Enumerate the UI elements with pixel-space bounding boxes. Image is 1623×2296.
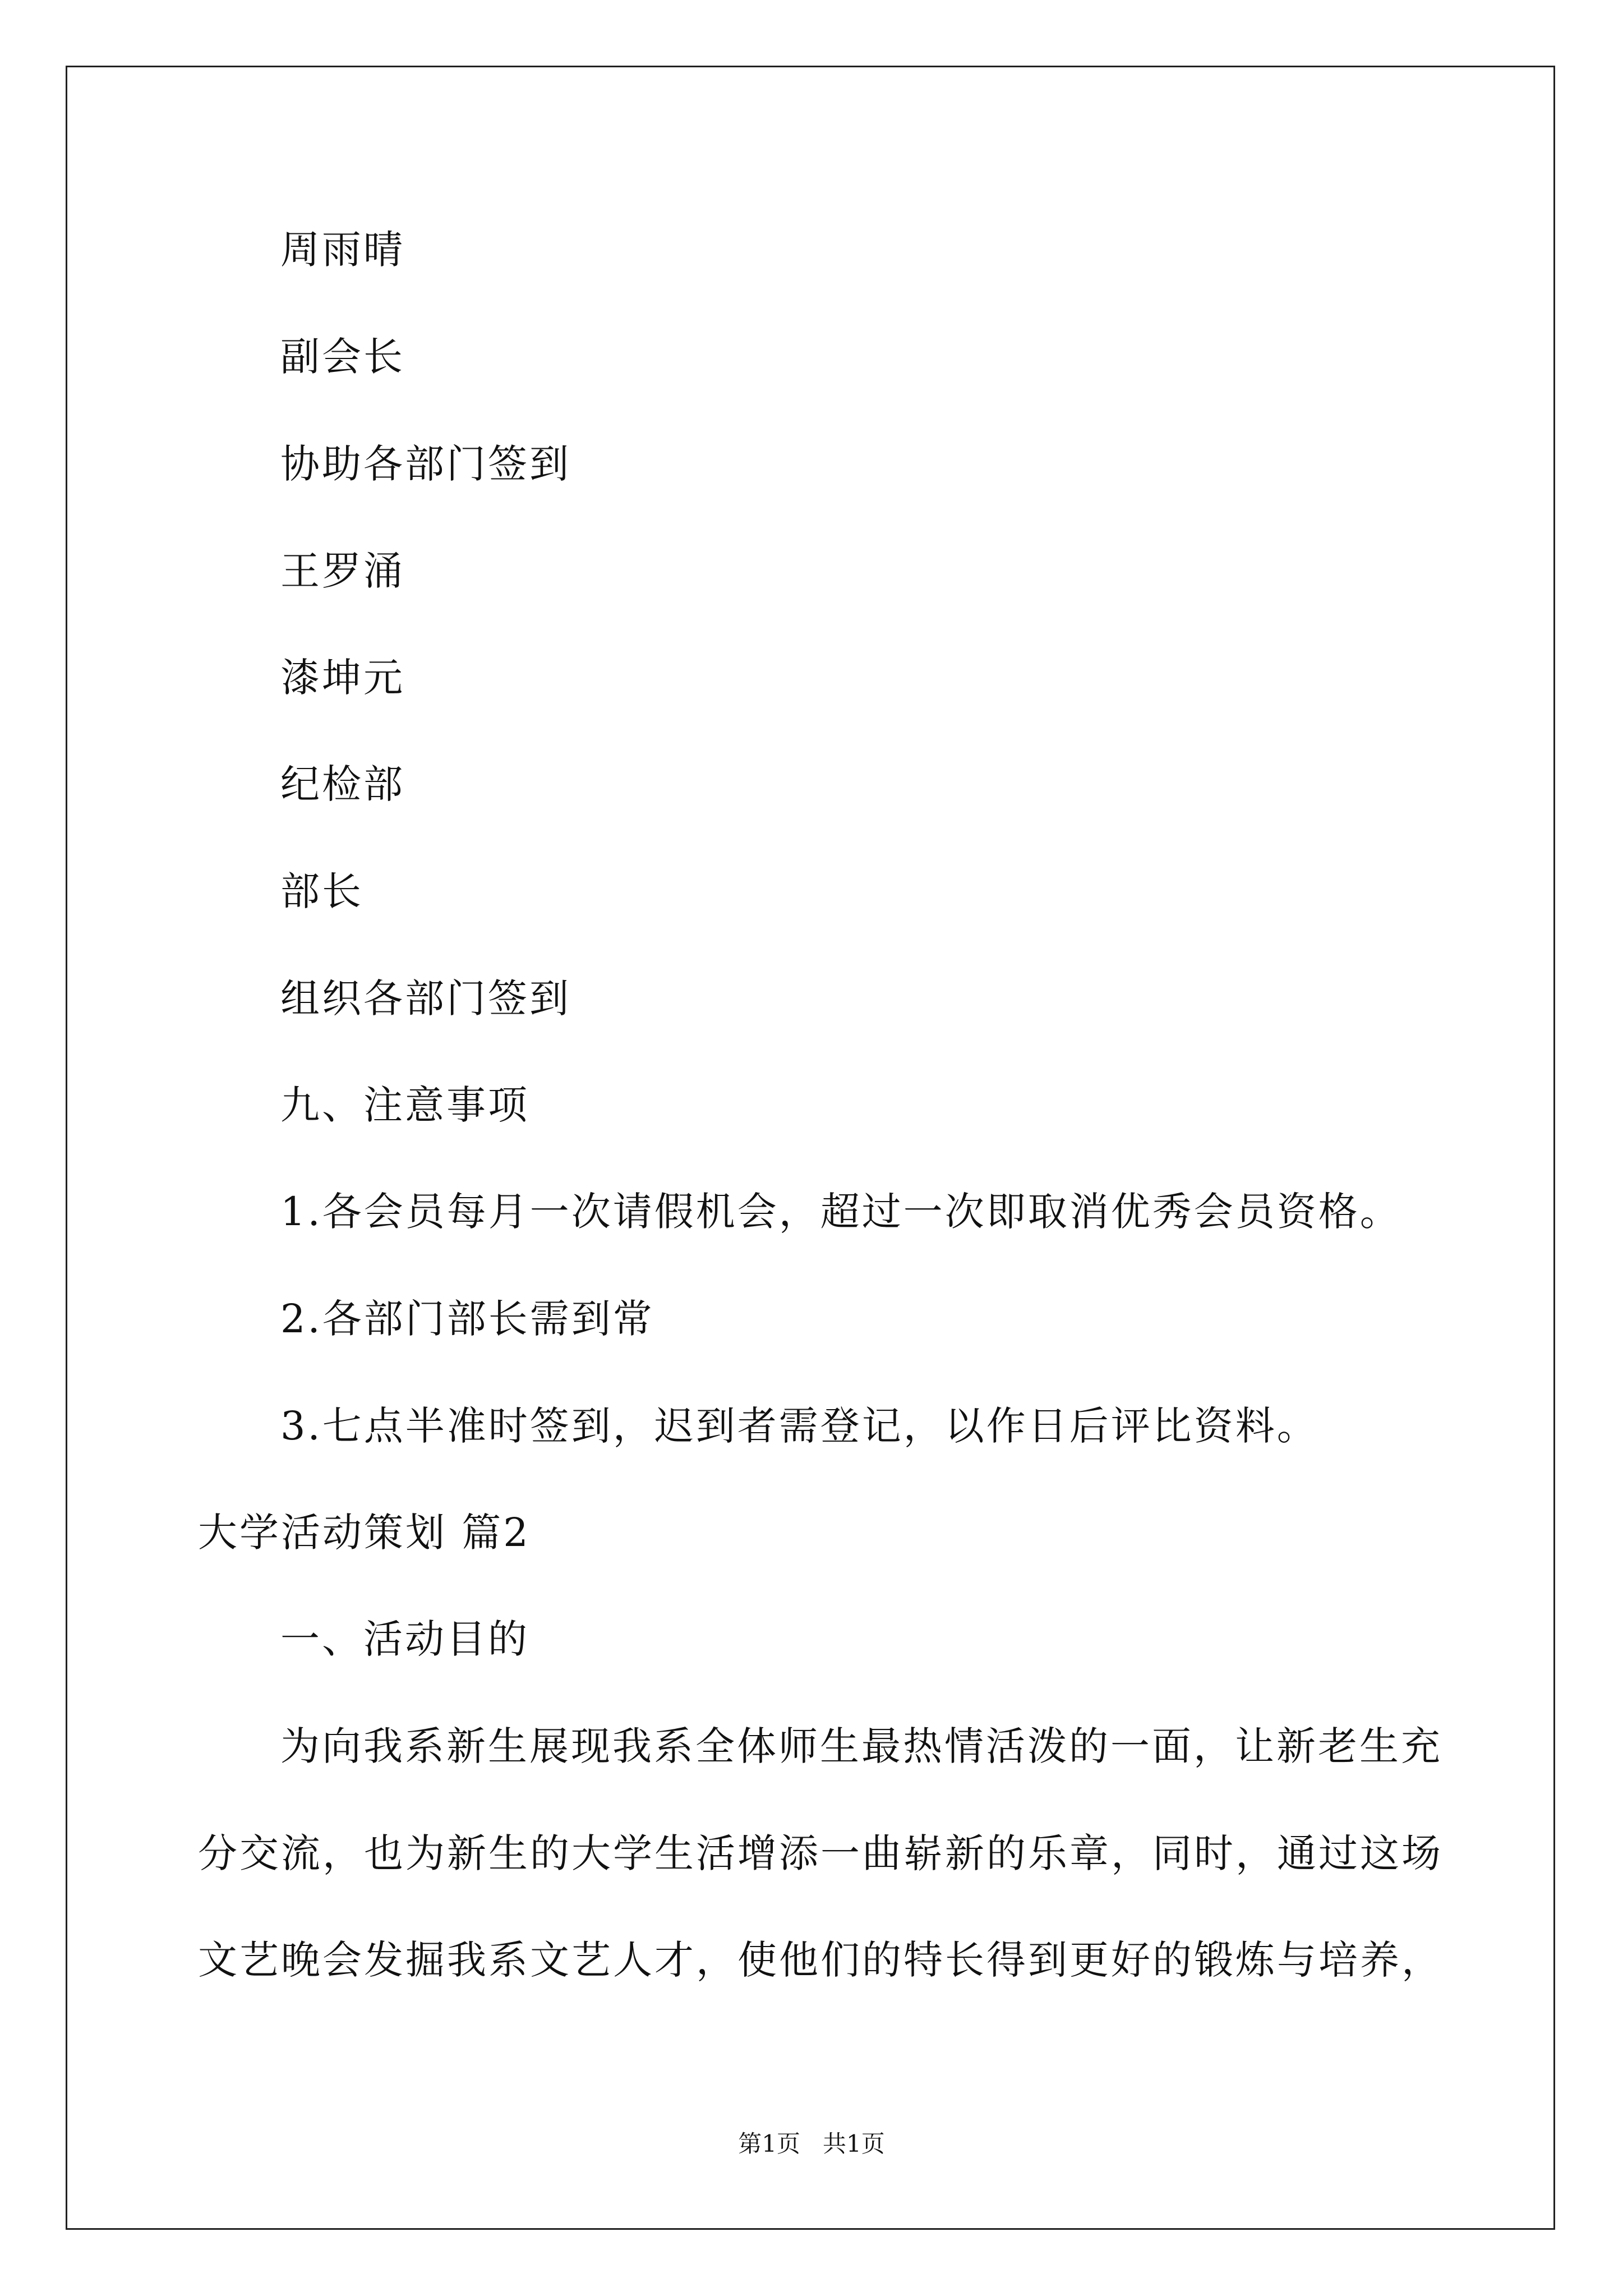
text-line: 副会长 — [280, 334, 405, 380]
text-line: 漆坤元 — [280, 655, 405, 701]
text-line: 周雨晴 — [280, 227, 405, 273]
section-heading: 一、活动目的 — [280, 1616, 529, 1662]
list-item: 2.各部门部长需到常 — [280, 1296, 654, 1342]
list-item: 1.各会员每月一次请假机会，超过一次即取消优秀会员资格。 — [280, 1189, 1401, 1235]
paragraph-line: 分交流，也为新生的大学生活增添一曲崭新的乐章，同时，通过这场 — [198, 1830, 1443, 1876]
paragraph-line: 为向我系新生展现我系全体师生最热情活泼的一面，让新老生充 — [280, 1723, 1442, 1769]
paragraph-line: 文艺晚会发掘我系文艺人才，使他们的特长得到更好的锻炼与培养， — [198, 1937, 1443, 1983]
text-line: 协助各部门签到 — [280, 441, 571, 487]
text-line: 组织各部门签到 — [280, 976, 571, 1022]
text-line: 王罗涌 — [280, 548, 405, 594]
list-item: 3.七点半准时签到，迟到者需登记，以作日后评比资料。 — [280, 1403, 1318, 1449]
document-title: 大学活动策划 篇2 — [198, 1510, 531, 1556]
text-line: 部长 — [280, 868, 363, 914]
section-heading: 九、注意事项 — [280, 1082, 529, 1128]
text-line: 纪检部 — [280, 761, 405, 807]
page-footer: 第1页 共1页 — [738, 2130, 885, 2157]
page-border — [66, 66, 1555, 2230]
